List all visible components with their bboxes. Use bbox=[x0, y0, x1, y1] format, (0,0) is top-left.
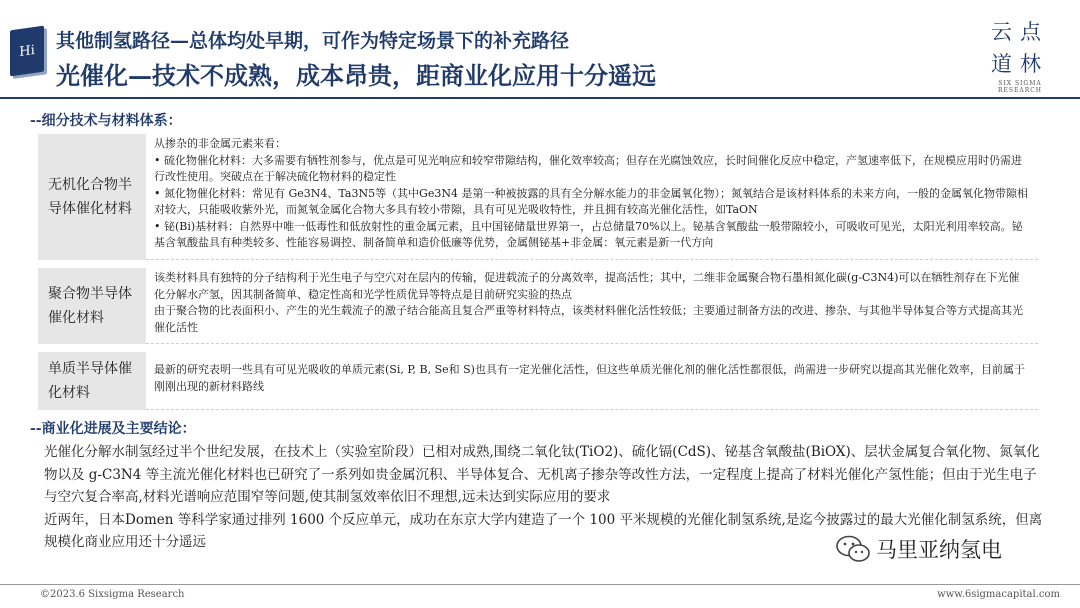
row-line: 最新的研究表明一些具有可见光吸收的单质元素(Si, P, B, Se和 S)也具有一定光催化活性，但这些单质光催化剂的催化活性都很低，尚需进一步研究以提高其光催化效率，目前属于刚刚出现的新材料路线 bbox=[154, 363, 1025, 393]
footer-website: www.6sigmacapital.com bbox=[937, 589, 1060, 600]
row-label: 单质半导体催化材料 bbox=[38, 352, 146, 410]
row-body bbox=[146, 352, 1038, 410]
conclusion-paragraph: 近两年，日本Domen 等科学家通过排列 1600 个反应单元，成功在东京大学内建造了一个 100 平米规模的光催化制氢系统,是迄今披露过的最大光催化制氢系统，但离规模化商业应用还十分遥远 bbox=[44, 511, 1043, 550]
watermark bbox=[836, 534, 1002, 564]
row-line: 由于聚合物的比表面积小、产生的光生载流子的激子结合能高且复合严重等材料特点，该类材料催化活性较低；主要通过制备方法的改进、掺杂、与其他半导体复合等方式提高其光催化活性 bbox=[154, 304, 1023, 334]
page-subtitle: 其他制氢路径—总体均处早期，可作为特定场景下的补充路径 bbox=[56, 30, 570, 52]
material-row bbox=[38, 134, 1038, 260]
row-line: • 铋(Bi)基材料：自然界中唯一低毒性和低放射性的重金属元素，且中国铋储量世界第一，占总储量70%以上。铋基含氧酸盐一般带隙较小，可吸收可见光，太阳光利用率较高。铋基含氧酸盐具有种类较多、性能容易调控、制备简单和造价低廉等优势，金属侧铋基+非金属：氧元素是新一代方向 bbox=[154, 219, 1023, 249]
brand-logo bbox=[980, 16, 1060, 94]
brand-line2: 道林 bbox=[991, 52, 1049, 76]
material-row bbox=[38, 352, 1038, 410]
header-divider bbox=[0, 97, 1080, 99]
brand-line1: 云点 bbox=[991, 20, 1049, 44]
row-body bbox=[146, 134, 1038, 260]
brand-sub: SIX SIGMA RESEARCH bbox=[997, 80, 1043, 94]
wechat-icon bbox=[836, 535, 870, 563]
section-title-materials: --细分技术与材料体系： bbox=[30, 113, 182, 129]
row-line: 该类材料具有独特的分子结构利于光生电子与空穴对在层内的传输，促进载流子的分离效率，提高活性；其中，二维非金属聚合物石墨相氮化碳(g-C3N4)可以在牺牲剂存在下光催化分解水产氢，因其制备简单、稳定性高和光学性质优异等特点是目前研究实验的热点 bbox=[154, 271, 1020, 301]
watermark-text: 马里亚纳氢电 bbox=[876, 538, 1002, 562]
material-row bbox=[38, 268, 1038, 344]
footer-divider bbox=[0, 584, 1080, 585]
page-title: 光催化—技术不成熟，成本昂贵，距商业化应用十分遥远 bbox=[56, 61, 656, 90]
row-line: 从掺杂的非金属元素来看： bbox=[154, 137, 286, 150]
header bbox=[0, 0, 1080, 100]
row-line: • 氮化物催化材料：常见有 Ge3N4、Ta3N5等（其中Ge3N4 是第一种被披露的具有全分解水能力的非金属氧化物）；氮氧结合是该材料体系的未来方向，一般的金属氧化物带隙相对较大，只能吸收紫外光，而氮氧金属化合物大多具有较小带隙，具有可见光吸收特性，并且拥有较高光催化活性，如TaON bbox=[154, 186, 1028, 216]
row-line: • 硫化物催化材料：大多需要有牺牲剂参与，优点是可见光响应和较窄带隙结构，催化效率较高；但存在光腐蚀效应，长时间催化反应中稳定，产氢速率低下，在规模应用时仍需进行改性使用。突破点在于解决硫化物材料的稳定性 bbox=[154, 153, 1022, 183]
footer-copyright: ©2023.6 Sixsigma Research bbox=[40, 589, 185, 600]
row-body bbox=[146, 268, 1038, 344]
section-title-commercial: --商业化进展及主要结论： bbox=[30, 421, 196, 437]
logo-icon: Hi bbox=[10, 26, 44, 77]
row-label: 聚合物半导体催化材料 bbox=[38, 268, 146, 344]
row-label: 无机化合物半导体催化材料 bbox=[38, 134, 146, 260]
conclusion-paragraph: 光催化分解水制氢经过半个世纪发展，在技术上（实验室阶段）已相对成熟,围绕二氧化钛(TiO2)、硫化镉(CdS)、铋基含氧酸盐(BiOX)、层状金属复合氧化物、氮氧化物以及 g-C3N4 等主流光催化材料也已研究了一系列如贵金属沉积、半导体复合、无机离子掺杂等改性方法，一定程度上提高了材料光催化产氢性能；但由于光生电子与空穴复合率高,材料光谱响应范围窄等问题,使其制氢效率依旧不理想,远未达到实际应用的要求 bbox=[44, 444, 1040, 505]
